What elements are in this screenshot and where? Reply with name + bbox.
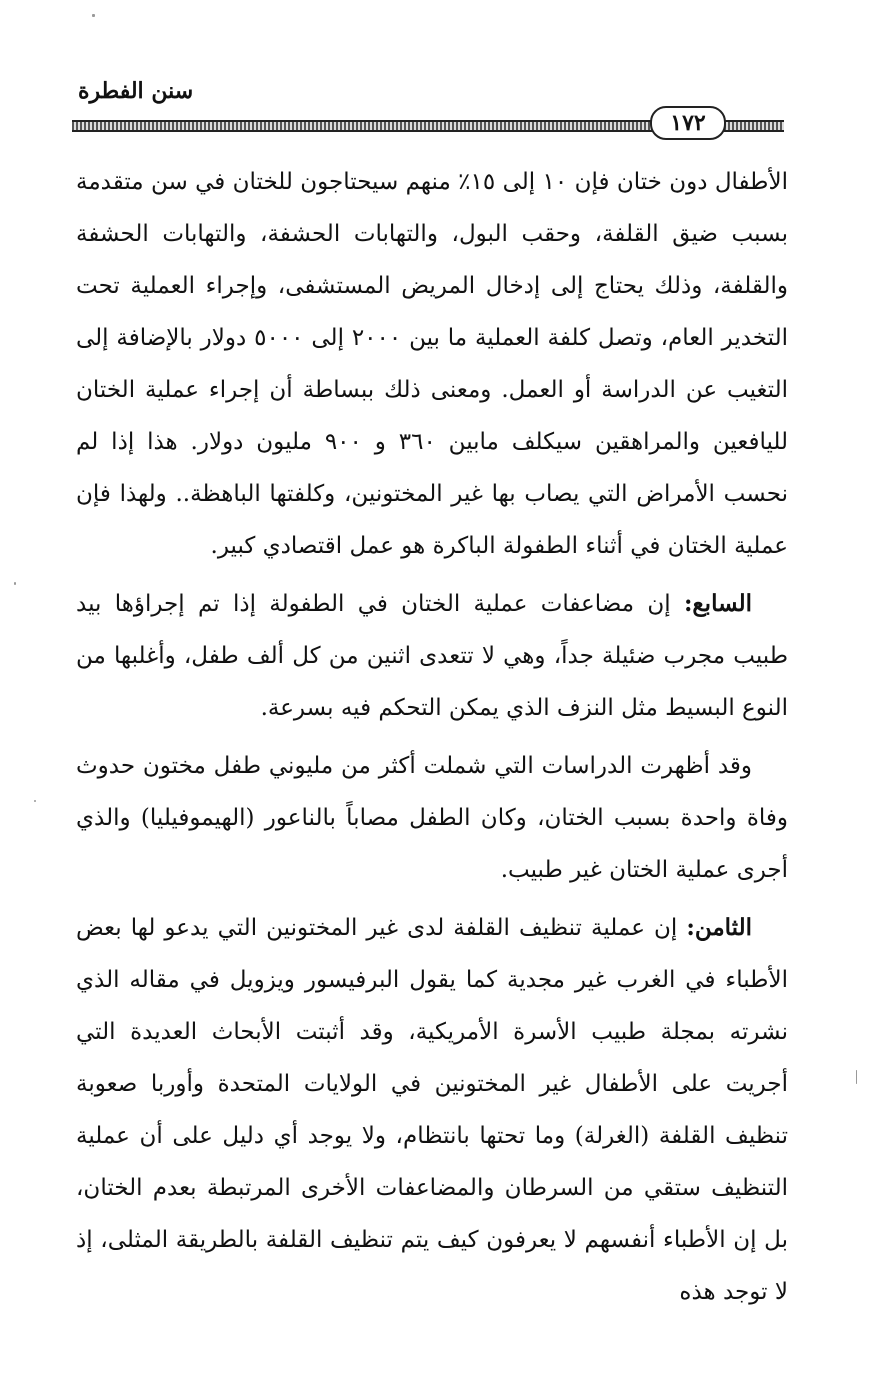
- body-text: [76, 156, 788, 1324]
- scan-speck: [856, 1070, 857, 1084]
- scan-speck: [92, 14, 95, 17]
- paragraph: [76, 902, 788, 1318]
- scan-speck: [14, 582, 16, 585]
- paragraph-lead: الثامن:: [686, 914, 752, 941]
- running-title: سنن الفطرة: [78, 78, 194, 104]
- paragraph-text: وقد أظهرت الدراسات التي شملت أكثر من مليوني طفل مختون حدوث وفاة واحدة بسبب الختان، وكان الطفل مصاباً بالناعور (الهيموفيليا) والذي أجرى عملية الختان غير طبيب.: [76, 753, 788, 883]
- scan-speck: [34, 800, 36, 802]
- paragraph-text: الأطفال دون ختان فإن ١٠ إلى ١٥٪ منهم سيحتاجون للختان في سن متقدمة بسبب ضيق القلفة، وحقب البول، والتهابات الحشفة، والتهابات الحشفة والقلفة، وذلك يحتاج إلى إدخال المريض المستشفى، وإجراء العملية تحت التخدير العام، وتصل كلفة العملية ما بين ٢٠٠٠ إلى ٥٠٠٠ دولار بالإضافة إلى التغيب عن الدراسة أو العمل. ومعنى ذلك ببساطة أن إجراء عملية الختان لليافعين والمراهقين سيكلف مابين ٣٦٠ و ٩٠٠ مليون دولار. هذا إذا لم نحسب الأمراض التي يصاب بها غير المختونين، وكلفتها الباهظة.. ولهذا فإن عملية الختان في أثناء الطفولة الباكرة هو عمل اقتصادي كبير.: [76, 169, 789, 559]
- paragraph-lead: السابع:: [683, 590, 752, 617]
- paragraph-text: إن مضاعفات عملية الختان في الطفولة إذا تم إجراؤها بيد طبيب مجرب ضئيلة جداً، وهي لا تتعدى اثنين من كل ألف طفل، وأغلبها من النوع البسيط مثل النزف الذي يمكن التحكم فيه بسرعة.: [76, 591, 788, 721]
- paragraph: [76, 740, 788, 896]
- page-number: ١٧٢: [650, 106, 726, 140]
- paragraph: [76, 578, 788, 734]
- paragraph-text: إن عملية تنظيف القلفة لدى غير المختونين التي يدعو لها بعض الأطباء في الغرب غير مجدية كما يقول البرفيسور ويزويل في مقاله الذي نشرته بمجلة طبيب الأسرة الأمريكية، وقد أثبتت الأبحاث العديدة التي أجريت على الأطفال غير المختونين في الولايات المتحدة وأوربا صعوبة تنظيف القلفة (الغرلة) وما تحتها بانتظام، ولا يوجد أي دليل على أن عملية التنظيف ستقي من السرطان والمضاعفات الأخرى المرتبطة بعدم الختان، بل إن الأطباء أنفسهم لا يعرفون كيف يتم تنظيف القلفة بالطريقة المثلى، إذ لا توجد هذه: [76, 915, 788, 1305]
- paragraph: [76, 156, 788, 572]
